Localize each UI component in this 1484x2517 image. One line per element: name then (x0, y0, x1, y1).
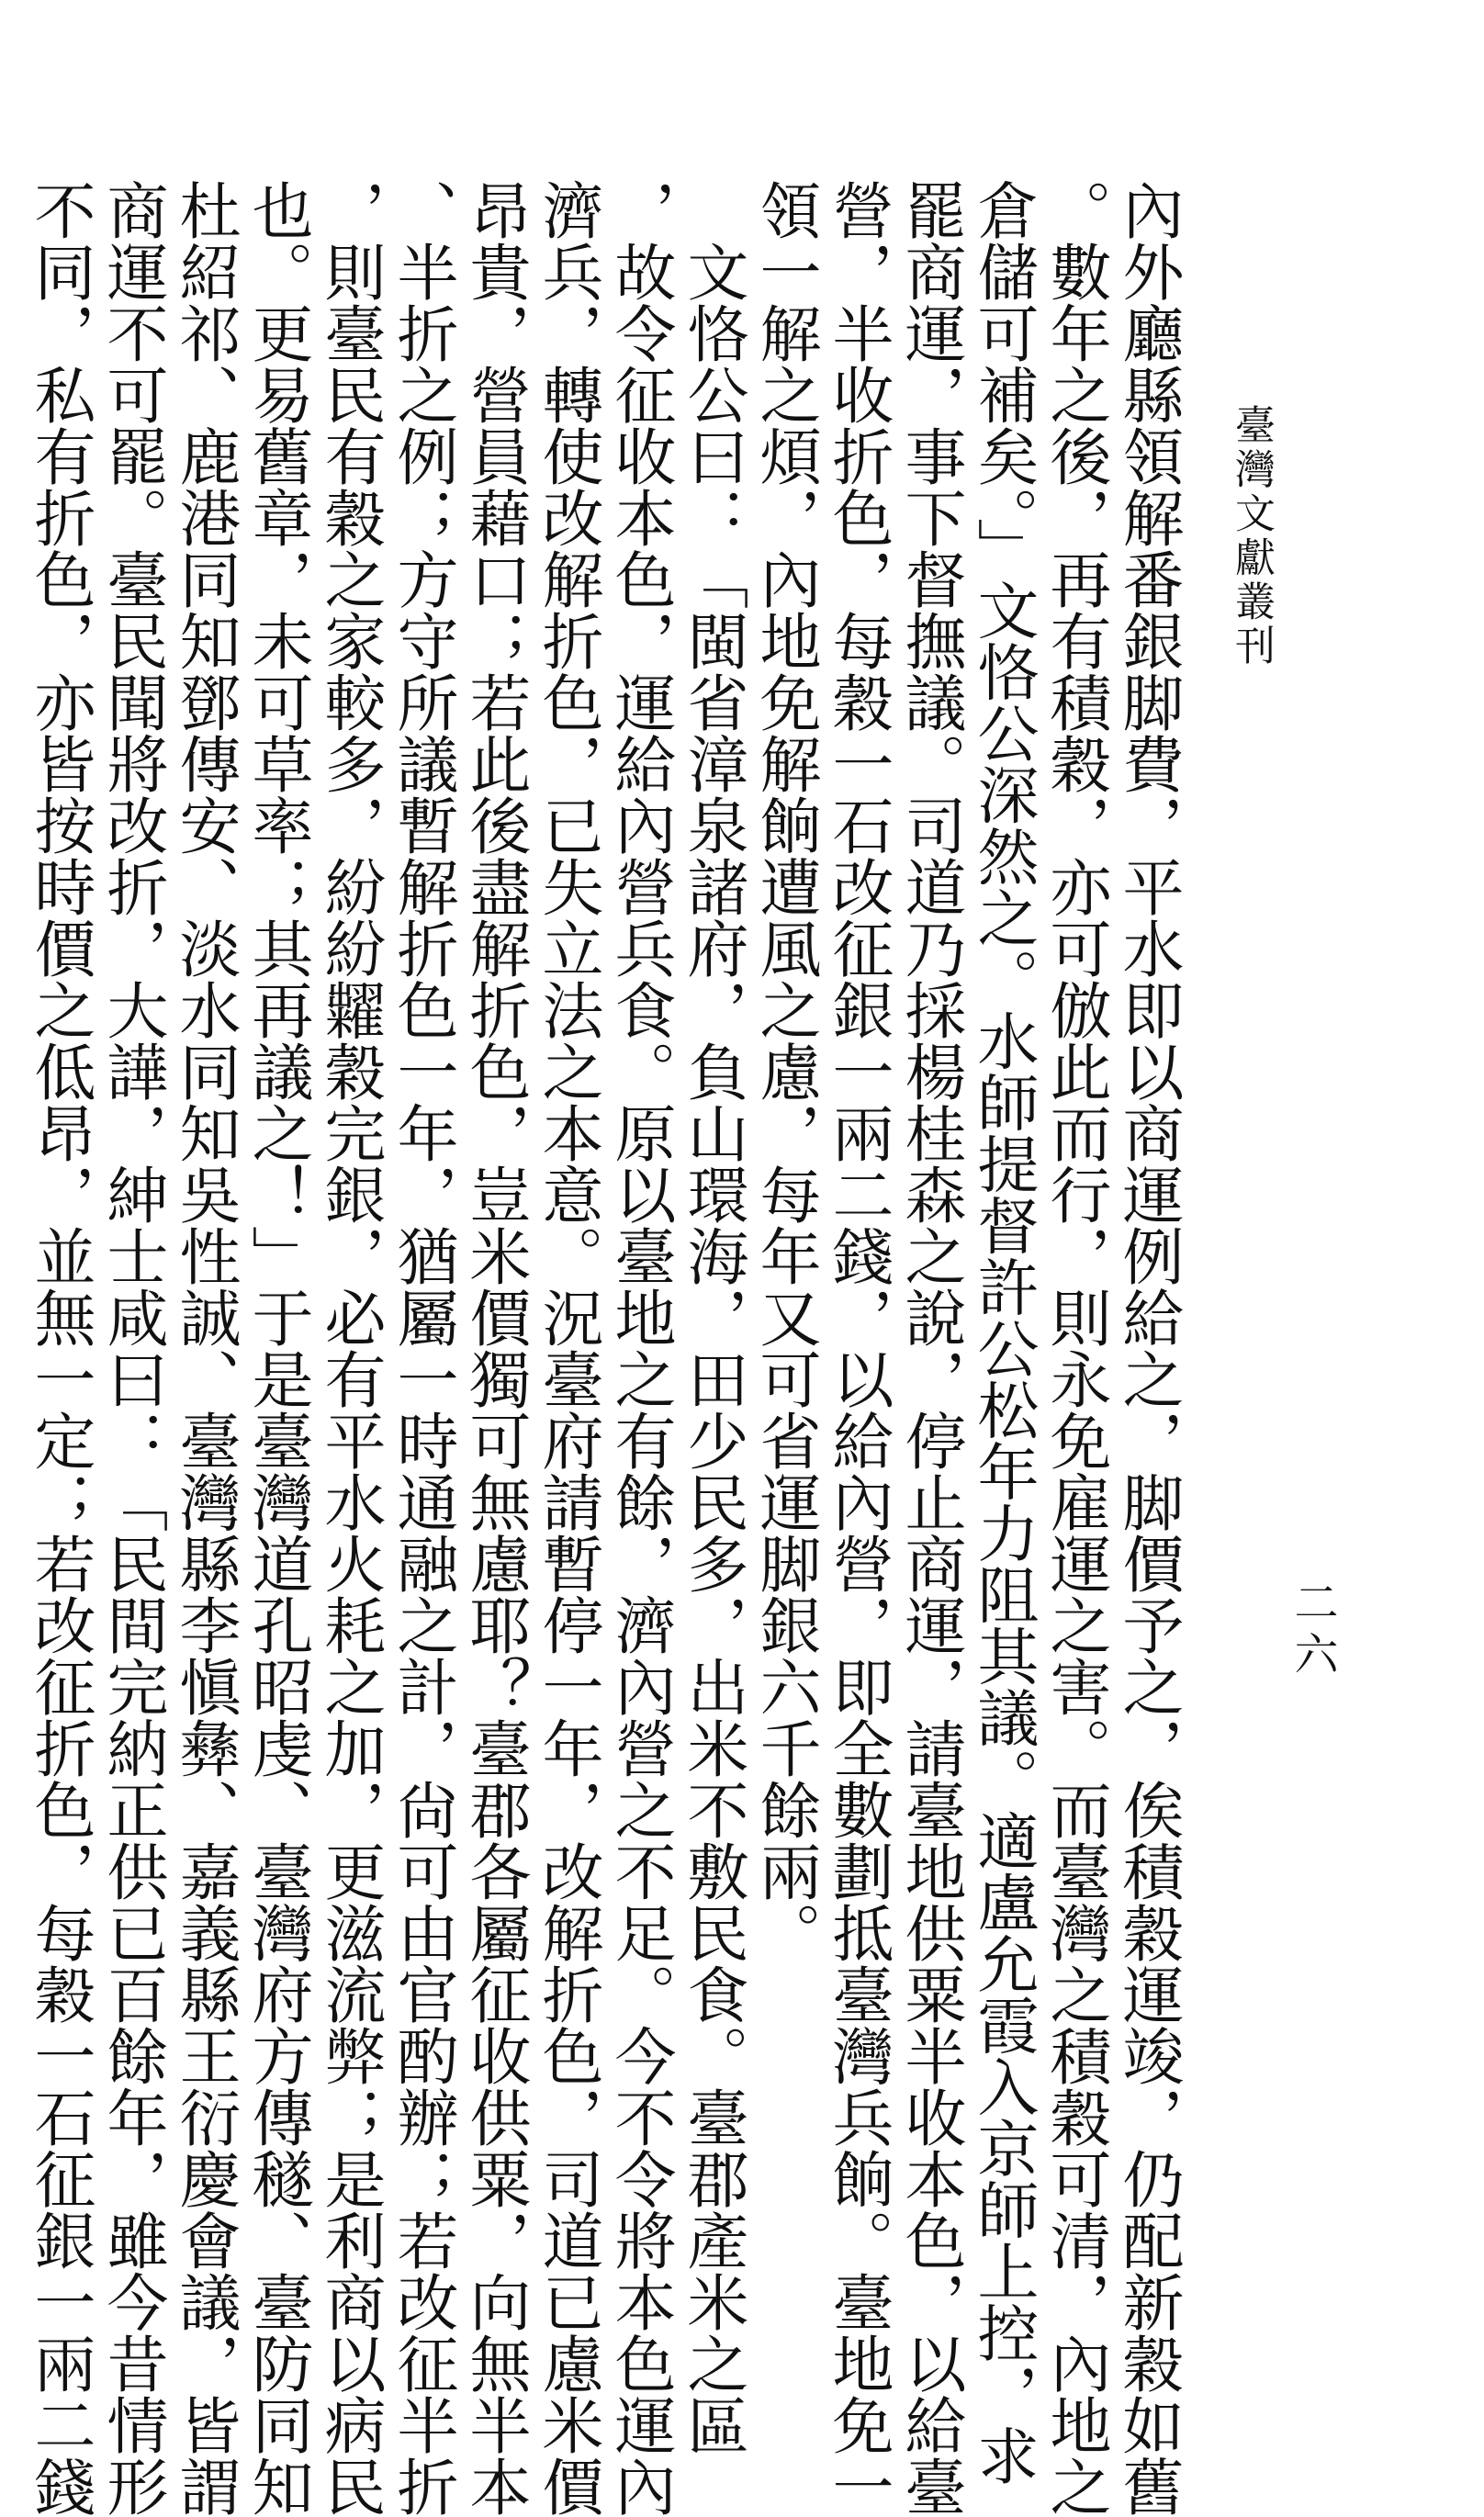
text-column: 罷商運，事下督撫議。司道乃採楊桂森之說，停止商運，請臺地供粟半收本色，以給臺 (895, 179, 967, 2517)
text-column: 倉儲可補矣。」文恪公深然之。水師提督許公松年力阻其議。適盧允霞入京師上控，求 (968, 179, 1040, 2487)
page-number: 二六 (1287, 1579, 1338, 1682)
text-column: ，則臺民有穀之家較多，紛紛糶穀完銀，必有平水火耗之加，更滋流弊；是利商以病民 (315, 179, 387, 2517)
text-column: 內外廳縣領解番銀脚費，平水即以商運例給之，脚價予之，俟積穀運竣，仍配新穀如舊 (1113, 179, 1185, 2517)
vertical-text-body (25, 179, 1185, 2517)
running-header: 臺灣文獻叢刊 (1228, 404, 1275, 669)
text-column: ，故令征收本色，運給內營兵食。原以臺地之有餘，濟內營之不足。今不令將本色運內 (605, 179, 677, 2517)
text-column: 營，半收折色，每穀一石改征銀一兩二錢，以給內營，即全數劃抵臺灣兵餉。臺地免一 (823, 179, 894, 2517)
text-column: 不同，私有折色，亦皆按時價之低昂，並無一定；若改征折色，每穀一石征銀一兩二錢 (25, 179, 96, 2517)
text-column: 。數年之後，再有積穀，亦可倣此而行，則永免雇運之害。而臺灣之積穀可清，內地之 (1040, 179, 1112, 2517)
text-column: 領一解之煩，內地免解餉遭風之慮，每年又可省運脚銀六千餘兩。 (750, 179, 822, 1963)
text-column: 、半折之例；方守所議暫解折色一年，猶屬一時通融之計，尙可由官酌辦；若改征半折 (388, 179, 459, 2517)
text-column: 濟兵，轉使改解折色，已失立法之本意。況臺府請暫停一年，改解折色，司道已慮米價 (533, 179, 604, 2517)
text-column-paragraph-start: 文恪公曰：「閩省漳泉諸府，負山環海，田少民多，出米不敷民食。臺郡產米之區 (678, 241, 749, 2455)
text-column: 杜紹祁、鹿港同知鄧傳安、淡水同知吳性誠、臺灣縣李愼彝、嘉義縣王衍慶會議，皆謂 (170, 179, 242, 2517)
text-column: 也。更易舊章，未可草率；其再議之！」于是臺灣道孔昭虔、臺灣府方傳穟、臺防同知 (242, 179, 314, 2517)
text-column: 昂貴，營員藉口；若此後盡解折色，豈米價獨可無慮耶？臺郡各屬征收供粟，向無半本 (460, 179, 532, 2517)
text-column: 商運不可罷。臺民聞將改折，大譁，紳士咸曰：「民間完納正供已百餘年，雖今昔情形 (97, 179, 169, 2517)
